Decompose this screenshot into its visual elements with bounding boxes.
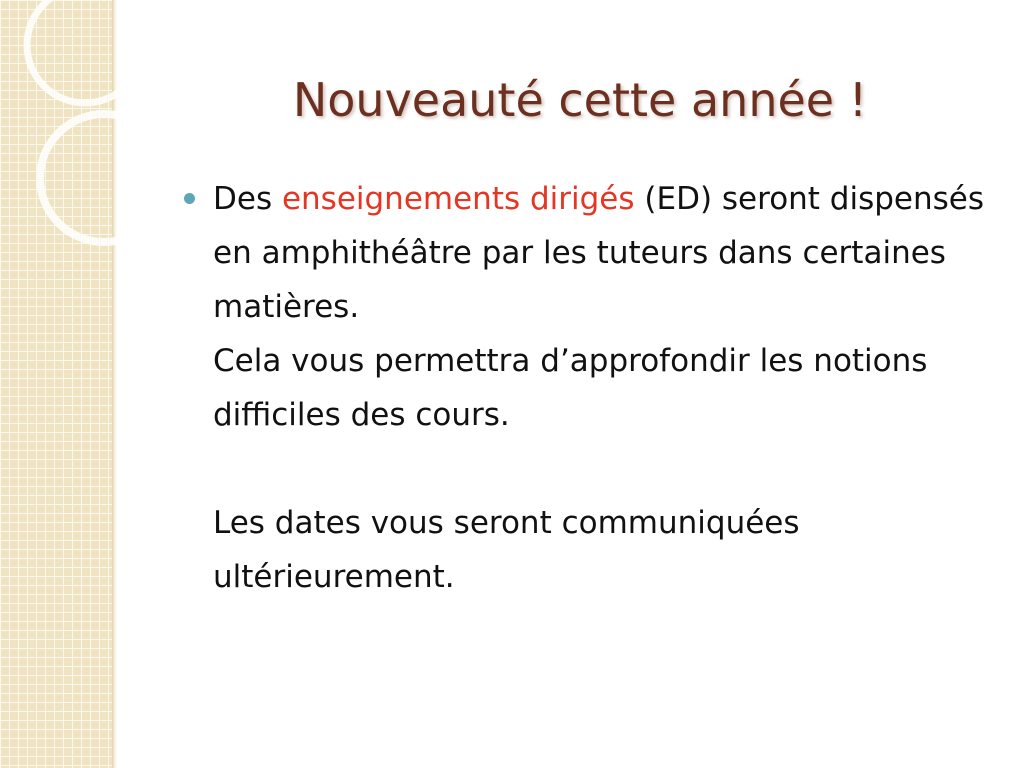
decorative-ring-bottom [40,114,140,242]
bullet-dot-icon [184,193,195,204]
bullet-paragraph-1 [213,172,994,334]
highlighted-term: enseignements dirigés [281,181,635,217]
bullet-item [184,172,994,604]
bullet-paragraph-2: Cela vous permettra d’approfondir les notions difficiles des cours. [213,343,928,433]
bullet-rest: (ED) seront dispensés en amphithéâtre par les tuteurs dans certaines matières. [213,181,985,325]
bullet-intro: Des [213,181,282,217]
decorative-rings [0,0,140,260]
bullet-paragraph-3: Les dates vous seront communiquées ultérieurement. [213,505,800,595]
slide-title: Nouveauté cette année ! [292,73,868,127]
paragraph-spacer [213,442,994,496]
slide-content [184,172,994,604]
decorative-ring-top [27,0,140,103]
